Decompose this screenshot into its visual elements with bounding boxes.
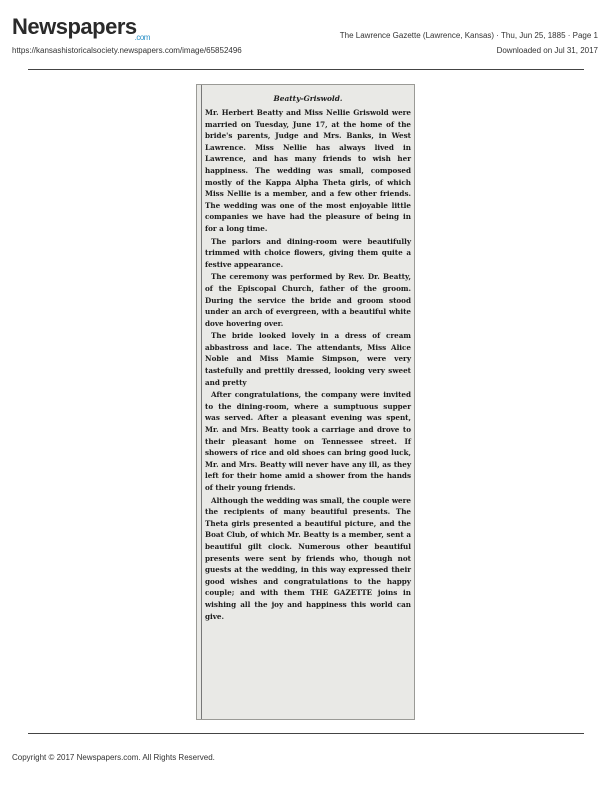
newspapers-logo[interactable] [12,14,150,40]
logo-text: Newspapers [12,14,137,39]
article-headline: Beatty-Griswold. [273,94,343,103]
article-paragraph: The parlors and dining-room were beautifully trimmed with choice flowers, giving them quite a festive appearance. [205,236,411,269]
article-paragraph: Mr. Herbert Beatty and Miss Nellie Griswold were married on Tuesday, June 17, at the home of the bride's parents, Judge and Mrs. Banks, in West Lawrence. Miss Nellie has always lived in Lawrence, and has many friends to wish her happiness. The wedding was small, composed mostly of the Kappa Alpha Theta girls, of which Miss Nellie is a member, and a few other friends. The wedding was one of the most enjoyable little companies we have had the pleasure of being in for a long time. [205,108,411,233]
article-body [205,94,411,623]
logo-suffix: .com [134,33,150,42]
newspaper-clipping [196,84,415,720]
footer-divider [28,733,584,734]
article-paragraph: After congratulations, the company were invited to the dining-room, where a sumptuous supper was served. After a pleasant evening was spent, Mr. and Mrs. Beatty took a carriage and drove to their pleasant home on Tennessee street. If showers of rice and old shoes can bring good luck, Mr. and Mrs. Beatty will never have any ill, as they left for their home amid a shower from the hands of their young friends. [205,390,411,492]
column-rule [201,85,202,719]
article-paragraph: The bride looked lovely in a dress of cream abbastross and lace. The attendants, Miss Alice Noble and Miss Mamie Simpson, were very tastefully and prettily dressed, looking very sweet and pretty [205,331,411,387]
image-url[interactable]: https://kansashistoricalsociety.newspapers.com/image/65852496 [12,46,242,55]
download-date: Downloaded on Jul 31, 2017 [496,46,598,55]
copyright-notice: Copyright © 2017 Newspapers.com. All Rights Reserved. [12,753,215,762]
publication-info: The Lawrence Gazette (Lawrence, Kansas) · Thu, Jun 25, 1885 · Page 1 [339,31,598,40]
header-divider [28,69,584,70]
article-paragraph: The ceremony was performed by Rev. Dr. Beatty, of the Episcopal Church, father of the groom. During the service the bride and groom stood under an arch of evergreen, with a beautiful white dove hovering over. [205,272,411,328]
article-paragraph: Although the wedding was small, the couple were the recipients of many beautiful presents. The Theta girls presented a beautiful picture, and the Boat Club, of which Mr. Beatty is a member, sent a beautiful gilt clock. Numerous other beautiful presents were sent by friends who, though not guests at the wedding, in this way expressed their good wishes and congratulations to the happy couple; and with them THE GAZETTE joins in wishing all the joy and happiness this world can give. [205,495,411,621]
